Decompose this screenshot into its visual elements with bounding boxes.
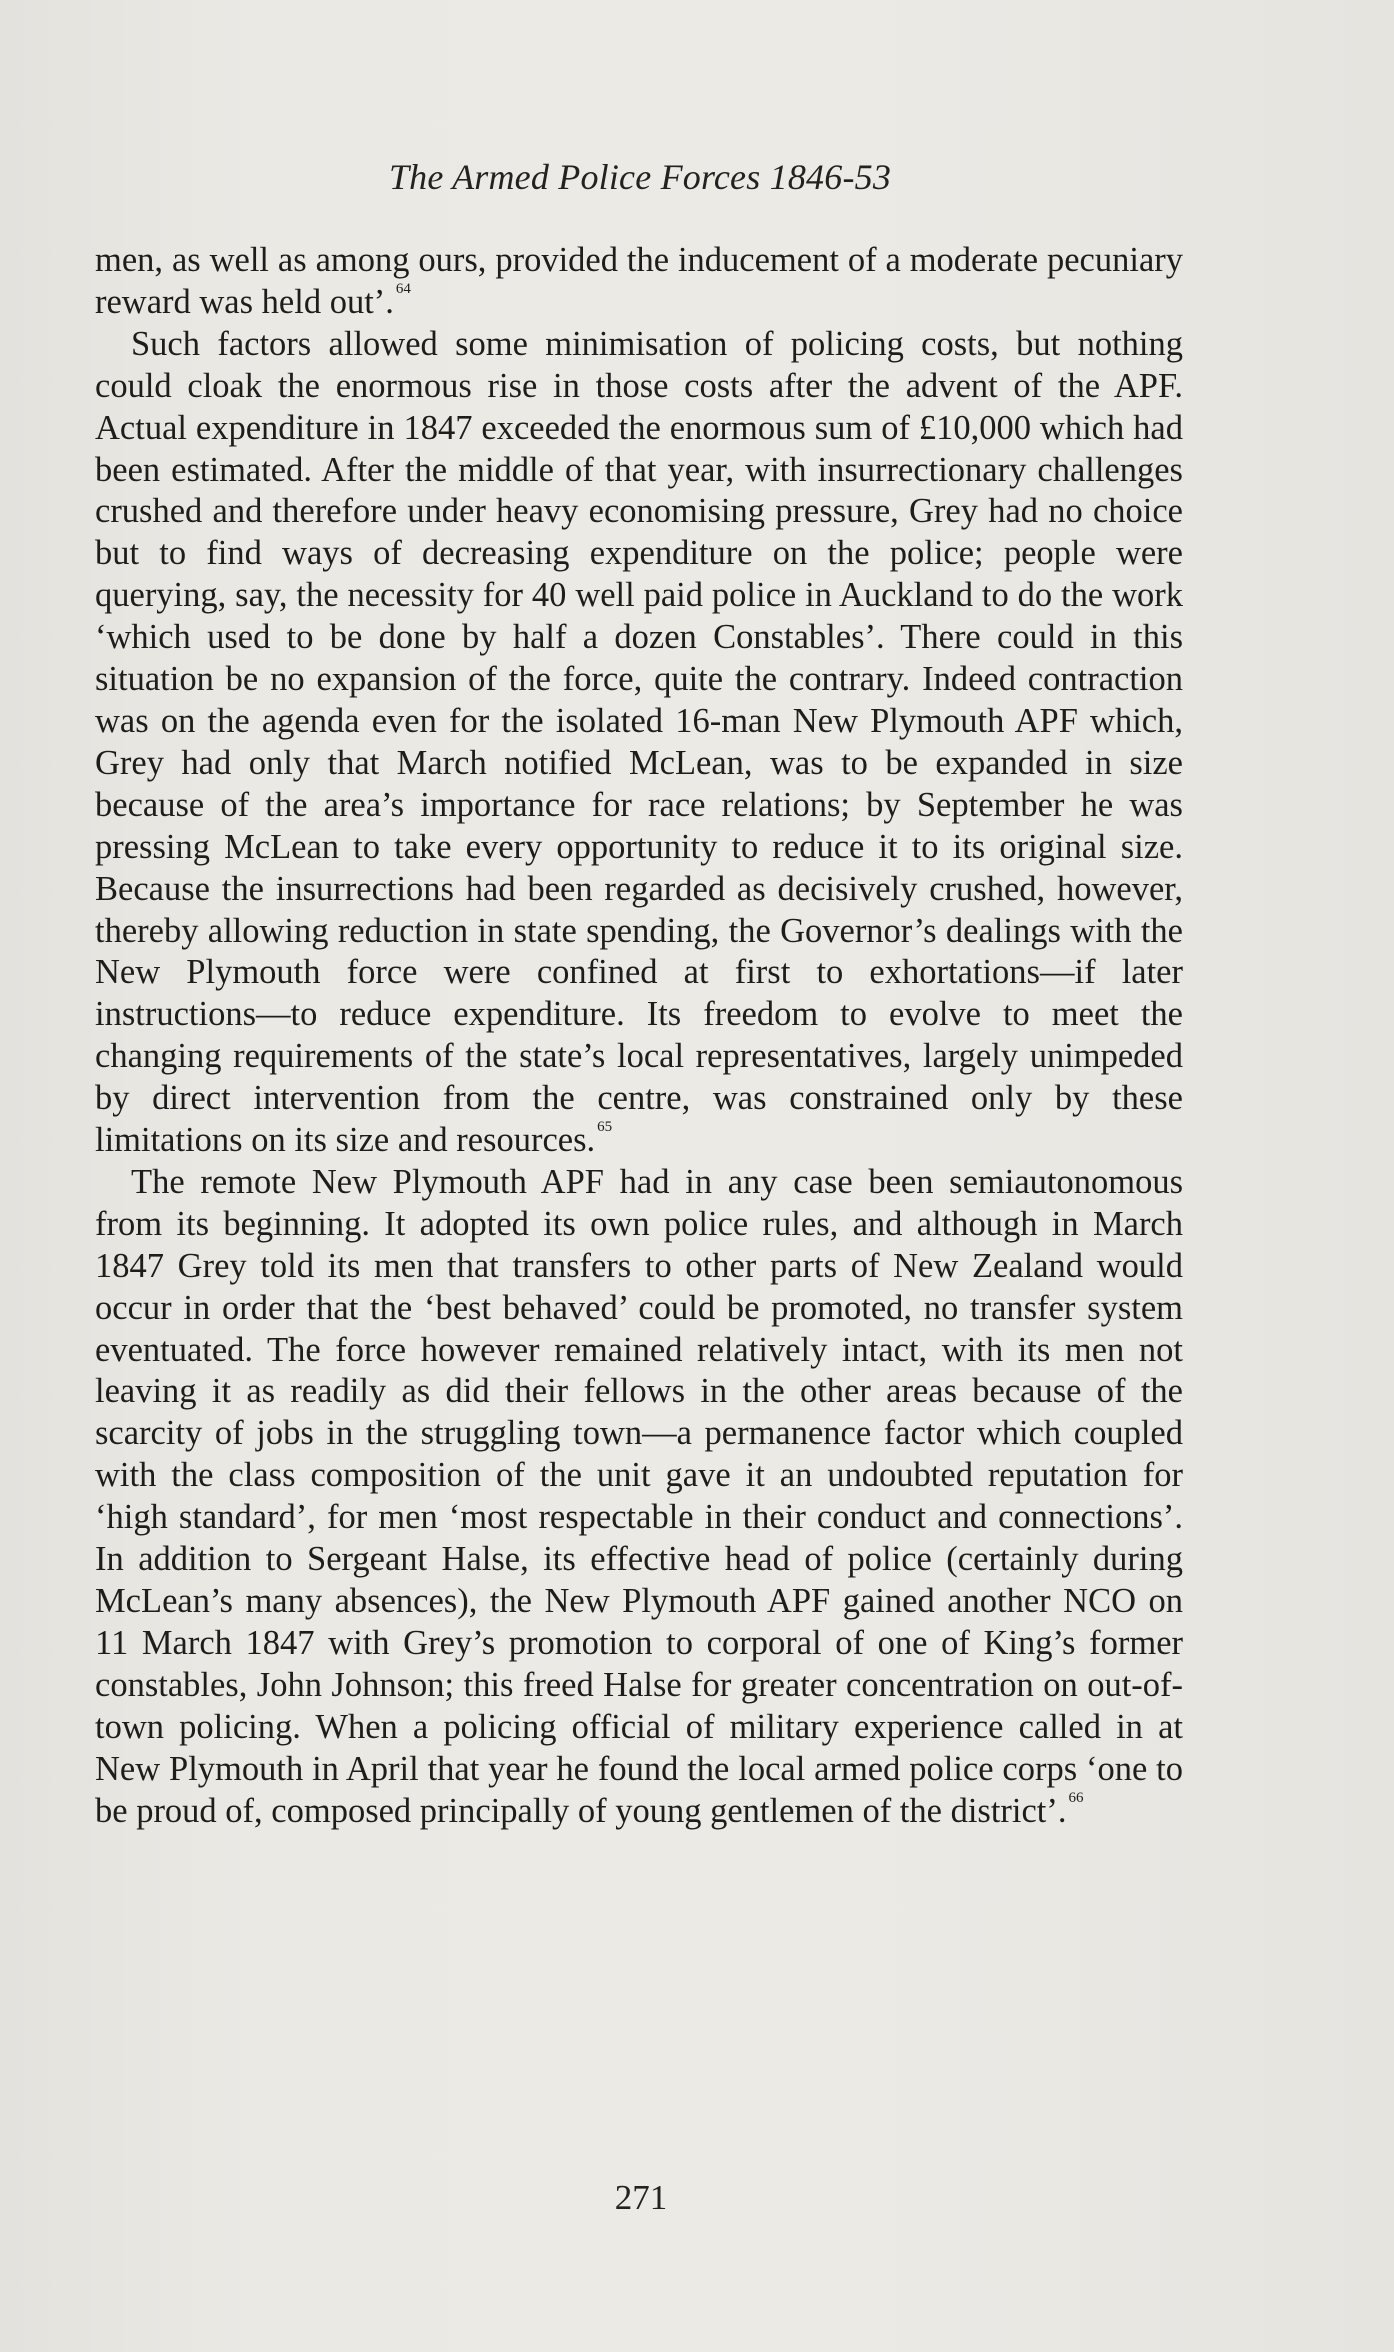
running-head: The Armed Police Forces 1846-53 <box>388 157 892 197</box>
paragraph-3-text: The remote New Plymouth APF had in any case been semiautonomous from its beginning. It adopted its own police rules, and although in March 1847 Grey told its men that transfers to other parts of New Zealand would occur in order that the ‘best behaved’ could be promoted, no transfer system eventuated. The force however remained relatively intact, with its men not leaving it as readily as did their fellows in the other areas because of the scarcity of jobs in the struggling town—a permanence factor which coupled with the class composition of the unit gave it an undoubted reputation for ‘high standard’, for men ‘most respectable in their conduct and connections’. In addition to Sergeant Halse, its effective head of police (certainly during McLean’s many absences), the New Plymouth APF gained another NCO on 11 March 1847 with Grey’s promotion to corporal of one of King’s former constables, John Johnson; this freed Halse for greater concentration on out-of-town policing. When a policing official of military experience called in at New Plymouth in April that year he found the local armed police corps ‘one to be proud of, composed principally of young gentlemen of the district’. <box>95 1162 1183 1830</box>
paragraph-1 <box>95 240 1183 324</box>
footnote-ref-64: 64 <box>395 280 411 297</box>
body-text <box>95 240 1183 1832</box>
paragraph-2 <box>95 324 1183 1162</box>
paragraph-1-text: men, as well as among ours, provided the inducement of a moderate pecuniary reward was held out’. <box>95 241 1183 321</box>
footnote-ref-65: 65 <box>597 1119 613 1136</box>
page-number: 271 <box>614 2178 668 2217</box>
paragraph-3 <box>95 1162 1183 1833</box>
paragraph-2-text: Such factors allowed some minimisation of policing costs, but nothing could cloak the enormous rise in those costs after the advent of the APF. Actual expenditure in 1847 exceeded the enormous sum of £10,000 which had been estimated. After the middle of that year, with insurrectionary challenges crushed and therefore under heavy economising pressure, Grey had no choice but to find ways of decreasing expenditure on the police; people were querying, say, the necessity for 40 well paid police in Auckland to do the work ‘which used to be done by half a dozen Constables’. There could in this situation be no expansion of the force, quite the contrary. Indeed contraction was on the agenda even for the isolated 16-man New Plymouth APF which, Grey had only that March notified McLean, was to be expanded in size because of the area’s importance for race relations; by September he was pressing McLean to take every opportunity to reduce it to its original size. Because the insurrections had been regarded as decisively crushed, however, thereby allowing reduction in state spending, the Governor’s dealings with the New Plymouth force were confined at first to exhortations—if later instructions—to reduce expenditure. Its freedom to evolve to meet the changing requirements of the state’s local representatives, largely unimpeded by direct intervention from the centre, was constrained only by these limitations on its size and resources. <box>95 324 1183 1160</box>
footnote-ref-66: 66 <box>1068 1789 1084 1806</box>
